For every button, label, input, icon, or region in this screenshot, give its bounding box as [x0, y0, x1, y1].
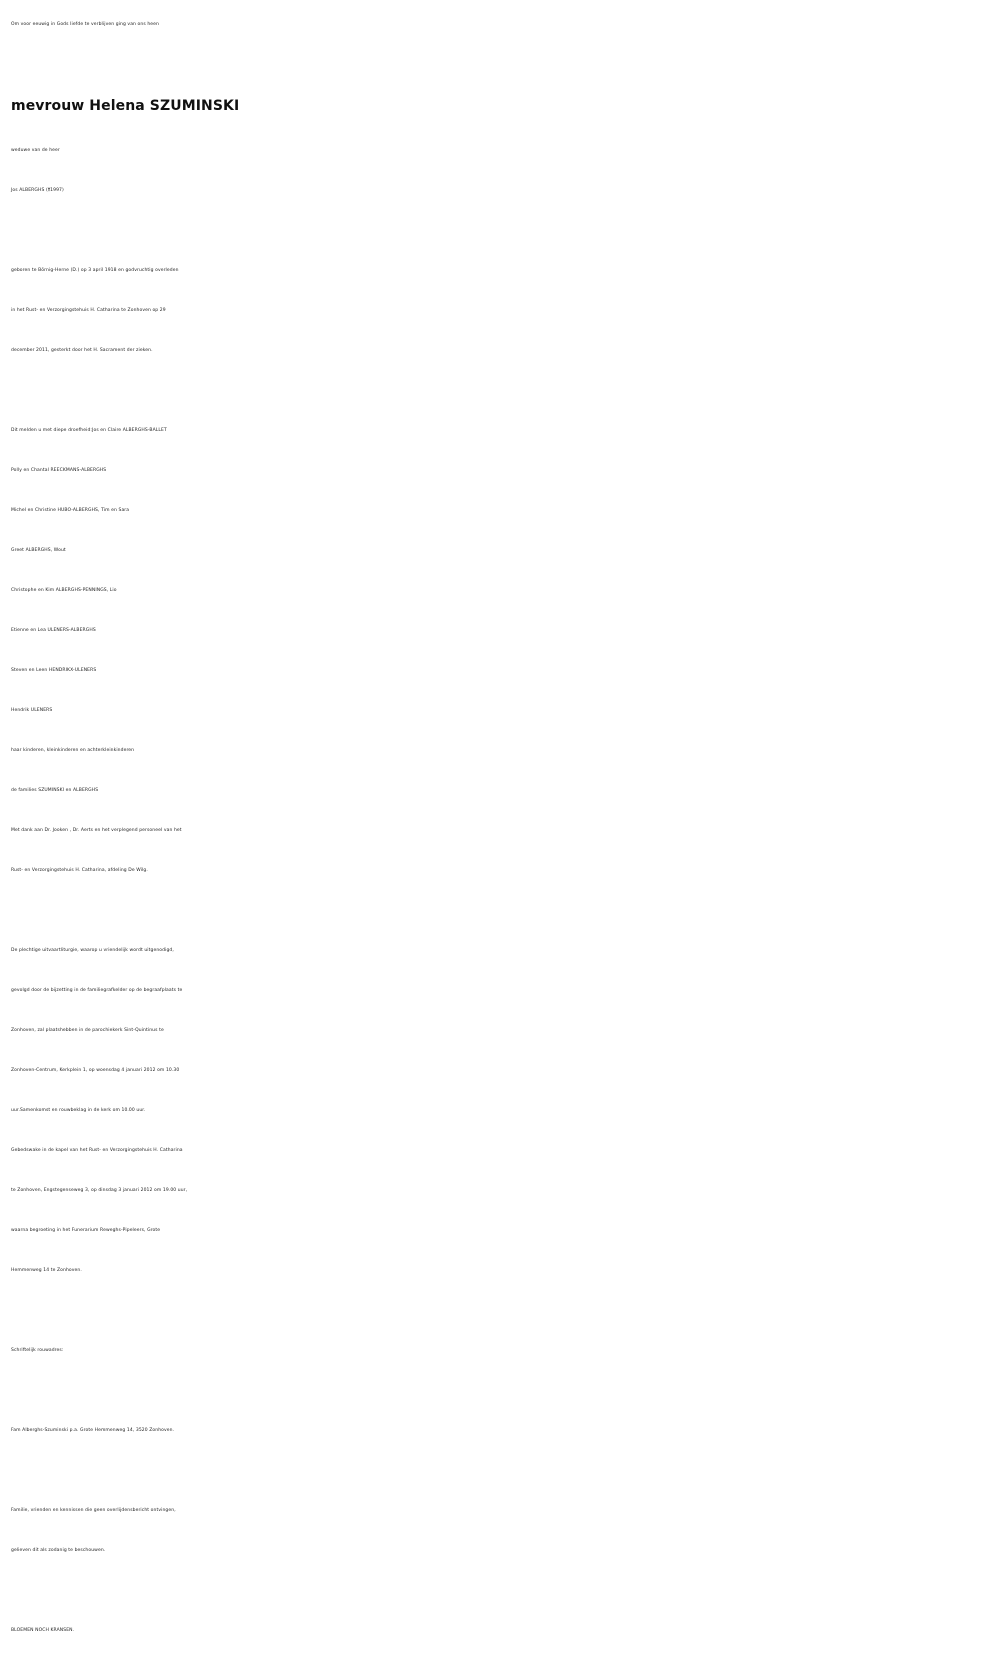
text-line: Michel en Christine HUBO-ALBERGHS, Tim en Sara — [11, 508, 130, 513]
text-line: de families SZUMINSKI en ALBERGHS — [11, 788, 99, 793]
funeral-paragraph — [11, 931, 991, 1291]
notice-paragraph — [11, 1491, 991, 1571]
text-line: in het Rust- en Verzorgingstehuis H. Catharina te Zonhoven op 29 — [11, 308, 166, 313]
address-label-paragraph — [11, 1331, 991, 1371]
spouse-line — [11, 171, 991, 211]
text-line: Greet ALBERGHS, Wout — [11, 548, 66, 553]
address-label: Schriftelijk rouwadres: — [11, 1348, 64, 1353]
birth-death-paragraph — [11, 251, 991, 371]
spouse-suffix: 1997) — [50, 188, 64, 193]
closing-paragraph — [11, 1611, 991, 1651]
text-line: haar kinderen, kleinkinderen en achterkleinkinderen — [11, 748, 135, 753]
closing-text: BLOEMEN NOCH KRANSEN. — [11, 1628, 75, 1633]
text-line: uur.Samenkomst en rouwbeklag in de kerk om 10.00 uur. — [11, 1108, 146, 1113]
text-line: Zonhoven, zal plaatshebben in de parochiekerk Sint-Quintinus te — [11, 1028, 164, 1033]
text-line: Rust- en Verzorgingstehuis H. Catharina, afdeling De Wilg. — [11, 868, 148, 873]
address-paragraph — [11, 1411, 991, 1451]
text-line: Etienne en Lea ULENERS-ALBERGHS — [11, 628, 96, 633]
text-line: waarna begroeting in het Funerarium Reweghs-Pipeleers, Grote — [11, 1228, 161, 1233]
text-line: Hemmenweg 14 te Zonhoven. — [11, 1268, 82, 1273]
text-line: Met dank aan Dr. Jooken , Dr. Aerts en het verplegend personeel van het — [11, 828, 182, 833]
announcers-paragraph — [11, 411, 991, 891]
text-line: Zonhoven-Centrum, Kerkplein 1, op woensdag 4 januari 2012 om 10.30 — [11, 1068, 180, 1073]
text-line: De plechtige uitvaartliturgie, waarop u vriendelijk wordt uitgenodigd, — [11, 948, 174, 953]
deceased-name: mevrouw Helena SZUMINSKI — [11, 98, 240, 114]
text-line: gelieven dit als zodanig te beschouwen. — [11, 1548, 106, 1553]
text-line: gevolgd door de bijzetting in de familiegrafkelder op de begraafplaats te — [11, 988, 183, 993]
text-line: Christophe en Kim ALBERGHS-PENNINGS, Lio — [11, 588, 117, 593]
intro-text: Om voor eeuwig in Gods liefde te verblijven ging van ons heen — [11, 22, 159, 27]
cross-icon: † — [47, 188, 51, 193]
text-line: december 2011, gesterkt door het H. Sacrament der zieken. — [11, 348, 153, 353]
text-line: Hendrik ULENERS — [11, 708, 53, 713]
text-line: Dit melden u met diepe droefheid:Jos en Claire ALBERGHS-BALLET — [11, 428, 167, 433]
address-text: Fam Alberghs-Szuminski p.a. Grote Hemmenweg 14, 3520 Zonhoven. — [11, 1428, 175, 1433]
text-line: geboren te Börnig-Herne (D.) op 3 april 1918 en godvruchtig overleden — [11, 268, 179, 273]
obituary-document — [11, 0, 991, 1651]
spouse-prefix: Jos ALBERGHS ( — [11, 188, 48, 193]
deceased-relation: weduwe van de heer — [11, 148, 60, 153]
text-line: Gebedswake in de kapel van het Rust- en Verzorgingstehuis H. Catharina — [11, 1148, 183, 1153]
text-line: Familie, vrienden en kennissen die geen overlijdensbericht ontvingen, — [11, 1508, 176, 1513]
text-line: te Zonhoven, Engstegenseweg 3, op dinsdag 3 januari 2012 om 19.00 uur, — [11, 1188, 188, 1193]
text-line: Steven en Leen HENDRIKX-ULENERS — [11, 668, 97, 673]
text-line: Polly en Chantal REECKMANS-ALBERGHS — [11, 468, 107, 473]
